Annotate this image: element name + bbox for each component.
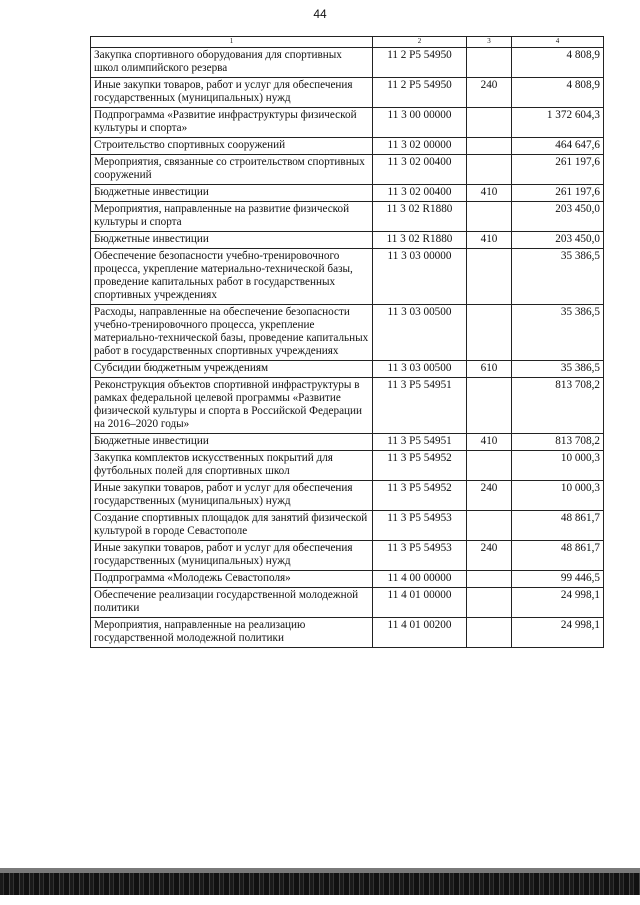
row-amount-cell: 203 450,0 <box>512 232 604 249</box>
row-kind-cell <box>467 155 512 185</box>
row-amount-cell: 99 446,5 <box>512 571 604 588</box>
table-row <box>91 108 604 138</box>
table-row <box>91 249 604 305</box>
table-row <box>91 541 604 571</box>
row-kind-cell <box>467 138 512 155</box>
table-row <box>91 48 604 78</box>
row-kind-cell: 410 <box>467 434 512 451</box>
row-code-cell: 11 3 P5 54953 <box>373 541 467 571</box>
row-name-cell: Бюджетные инвестиции <box>91 185 373 202</box>
row-amount-cell: 35 386,5 <box>512 305 604 361</box>
table-row <box>91 185 604 202</box>
column-header: 2 <box>373 37 467 48</box>
table-row <box>91 451 604 481</box>
row-amount-cell: 35 386,5 <box>512 361 604 378</box>
row-amount-cell: 464 647,6 <box>512 138 604 155</box>
row-name-cell: Обеспечение реализации государственной молодежной политики <box>91 588 373 618</box>
table-row <box>91 361 604 378</box>
row-amount-cell: 35 386,5 <box>512 249 604 305</box>
table-row <box>91 305 604 361</box>
column-header: 3 <box>467 37 512 48</box>
table-row <box>91 155 604 185</box>
row-code-cell: 11 4 01 00000 <box>373 588 467 618</box>
row-amount-cell: 48 861,7 <box>512 511 604 541</box>
row-code-cell: 11 3 02 00000 <box>373 138 467 155</box>
row-code-cell: 11 4 00 00000 <box>373 571 467 588</box>
table-row <box>91 138 604 155</box>
row-code-cell: 11 3 P5 54951 <box>373 378 467 434</box>
table-row <box>91 232 604 249</box>
row-code-cell: 11 3 02 R1880 <box>373 232 467 249</box>
row-name-cell: Подпрограмма «Молодежь Севастополя» <box>91 571 373 588</box>
row-name-cell: Закупка комплектов искусственных покрытий для футбольных полей для спортивных школ <box>91 451 373 481</box>
row-amount-cell: 261 197,6 <box>512 185 604 202</box>
row-code-cell: 11 3 02 00400 <box>373 155 467 185</box>
row-kind-cell: 410 <box>467 185 512 202</box>
row-kind-cell <box>467 249 512 305</box>
row-amount-cell: 10 000,3 <box>512 451 604 481</box>
row-kind-cell: 240 <box>467 481 512 511</box>
row-name-cell: Расходы, направленные на обеспечение безопасности учебно-тренировочного процесса, укрепление материально-технической базы, проведение капитальных работ в государственных спортивных учреждениях <box>91 305 373 361</box>
row-code-cell: 11 3 02 00400 <box>373 185 467 202</box>
row-amount-cell: 24 998,1 <box>512 588 604 618</box>
row-kind-cell <box>467 305 512 361</box>
page-number: 44 <box>313 7 327 21</box>
row-name-cell: Подпрограмма «Развитие инфраструктуры физической культуры и спорта» <box>91 108 373 138</box>
column-header: 1 <box>91 37 373 48</box>
row-amount-cell: 1 372 604,3 <box>512 108 604 138</box>
row-code-cell: 11 4 01 00200 <box>373 618 467 648</box>
row-code-cell: 11 3 P5 54953 <box>373 511 467 541</box>
table-row <box>91 202 604 232</box>
row-amount-cell: 10 000,3 <box>512 481 604 511</box>
row-name-cell: Субсидии бюджетным учреждениям <box>91 361 373 378</box>
row-code-cell: 11 3 03 00500 <box>373 361 467 378</box>
row-amount-cell: 4 808,9 <box>512 78 604 108</box>
row-name-cell: Иные закупки товаров, работ и услуг для обеспечения государственных (муниципальных) нужд <box>91 541 373 571</box>
table-row <box>91 481 604 511</box>
row-name-cell: Мероприятия, направленные на развитие физической культуры и спорта <box>91 202 373 232</box>
scan-edge-artifact <box>0 873 640 895</box>
row-amount-cell: 48 861,7 <box>512 541 604 571</box>
column-header: 4 <box>512 37 604 48</box>
row-kind-cell <box>467 571 512 588</box>
row-kind-cell: 240 <box>467 541 512 571</box>
row-amount-cell: 813 708,2 <box>512 378 604 434</box>
table-row <box>91 78 604 108</box>
row-name-cell: Иные закупки товаров, работ и услуг для обеспечения государственных (муниципальных) нужд <box>91 78 373 108</box>
row-amount-cell: 813 708,2 <box>512 434 604 451</box>
row-code-cell: 11 3 02 R1880 <box>373 202 467 232</box>
row-kind-cell <box>467 108 512 138</box>
row-code-cell: 11 3 03 00000 <box>373 249 467 305</box>
row-name-cell: Мероприятия, связанные со строительством спортивных сооружений <box>91 155 373 185</box>
row-kind-cell <box>467 202 512 232</box>
row-name-cell: Закупка спортивного оборудования для спортивных школ олимпийского резерва <box>91 48 373 78</box>
table-row <box>91 378 604 434</box>
row-name-cell: Создание спортивных площадок для занятий физической культурой в городе Севастополе <box>91 511 373 541</box>
row-name-cell: Бюджетные инвестиции <box>91 232 373 249</box>
row-name-cell: Мероприятия, направленные на реализацию государственной молодежной политики <box>91 618 373 648</box>
row-kind-cell <box>467 588 512 618</box>
row-kind-cell <box>467 511 512 541</box>
row-amount-cell: 24 998,1 <box>512 618 604 648</box>
row-code-cell: 11 2 P5 54950 <box>373 78 467 108</box>
row-code-cell: 11 3 P5 54952 <box>373 451 467 481</box>
row-code-cell: 11 3 00 00000 <box>373 108 467 138</box>
row-kind-cell: 410 <box>467 232 512 249</box>
table-row <box>91 434 604 451</box>
budget-table <box>90 36 604 648</box>
row-kind-cell <box>467 451 512 481</box>
row-kind-cell <box>467 48 512 78</box>
row-amount-cell: 4 808,9 <box>512 48 604 78</box>
row-name-cell: Бюджетные инвестиции <box>91 434 373 451</box>
row-name-cell: Обеспечение безопасности учебно-тренировочного процесса, укрепление материально-технической базы, проведение капитальных работ в государственных спортивных учреждениях <box>91 249 373 305</box>
table-row <box>91 511 604 541</box>
row-code-cell: 11 3 P5 54952 <box>373 481 467 511</box>
column-header-row <box>91 37 604 48</box>
row-name-cell: Иные закупки товаров, работ и услуг для обеспечения государственных (муниципальных) нужд <box>91 481 373 511</box>
row-code-cell: 11 2 P5 54950 <box>373 48 467 78</box>
table-row <box>91 571 604 588</box>
row-amount-cell: 261 197,6 <box>512 155 604 185</box>
row-code-cell: 11 3 P5 54951 <box>373 434 467 451</box>
row-kind-cell <box>467 378 512 434</box>
row-kind-cell: 610 <box>467 361 512 378</box>
row-code-cell: 11 3 03 00500 <box>373 305 467 361</box>
row-amount-cell: 203 450,0 <box>512 202 604 232</box>
table-row <box>91 588 604 618</box>
row-name-cell: Строительство спортивных сооружений <box>91 138 373 155</box>
table-row <box>91 618 604 648</box>
row-name-cell: Реконструкция объектов спортивной инфраструктуры в рамках федеральной целевой программы «Развитие физической культуры и спорта в Российской Федерации на 2016–2020 годы» <box>91 378 373 434</box>
row-kind-cell: 240 <box>467 78 512 108</box>
row-kind-cell <box>467 618 512 648</box>
